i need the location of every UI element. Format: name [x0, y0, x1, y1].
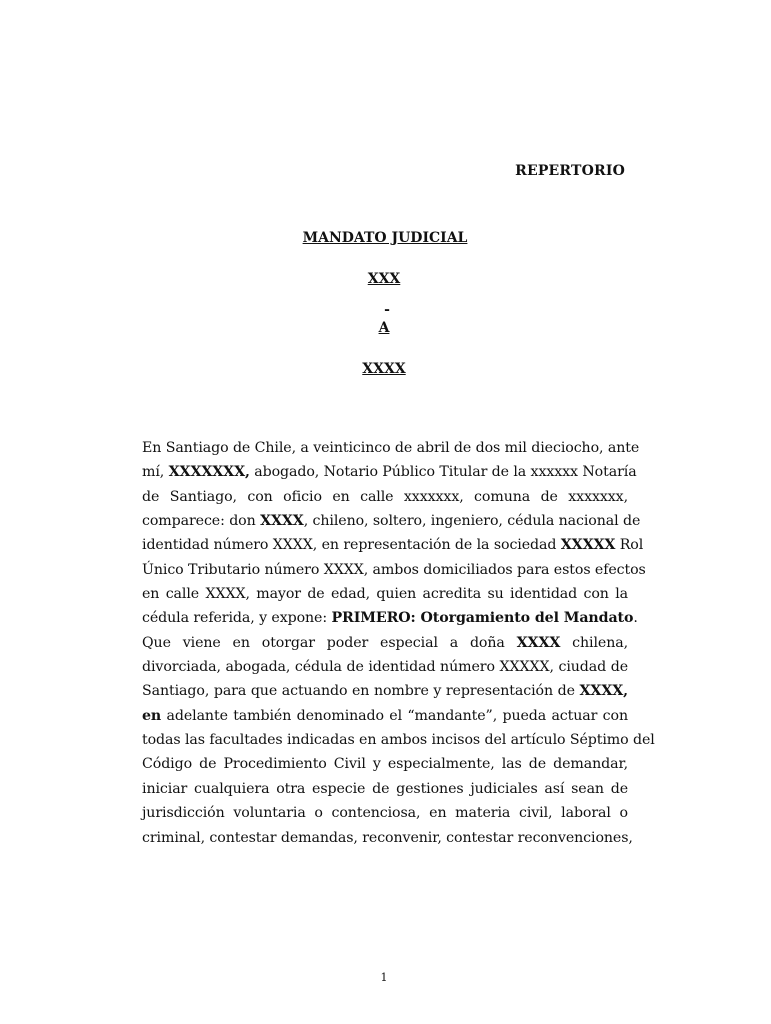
- text-run: jurisdicción voluntaria o contenciosa, en materia civil, laboral o: [142, 805, 628, 822]
- text-run: Rol: [615, 537, 644, 554]
- body-line: [142, 509, 641, 533]
- text-run: divorciada, abogada, cédula de identidad número XXXXX, ciudad de: [142, 659, 628, 676]
- party-connector: A: [378, 320, 390, 336]
- text-run: Santiago, para que actuando en nombre y representación de: [142, 683, 580, 700]
- body-line: [142, 752, 628, 776]
- body-line: [142, 436, 640, 460]
- party-2: XXXX: [362, 361, 406, 377]
- text-run: adelante también denominado el “mandante”, pueda actuar con: [161, 707, 628, 724]
- text-run: En Santiago de Chile, a veinticinco de abril de dos mil dieciocho, ante: [142, 440, 640, 456]
- text-run: todas las facultades indicadas en ambos incisos del artículo Séptimo del: [142, 732, 655, 749]
- body-line: [142, 460, 637, 484]
- text-run: identidad número XXXX, en representación de la sociedad: [142, 537, 561, 554]
- body-line: [142, 558, 646, 582]
- party-separator: -: [384, 302, 390, 318]
- body-line: [142, 704, 628, 728]
- body-paragraph: [142, 436, 655, 850]
- text-run: comparece: don: [142, 513, 261, 530]
- text-run: Código de Procedimiento Civil y especialmente, las de demandar,: [142, 756, 628, 773]
- body-line: [142, 777, 628, 801]
- page-number: 1: [380, 971, 388, 984]
- body-line: [142, 631, 628, 655]
- text-run: Que viene en otorgar poder especial a doña: [142, 634, 517, 651]
- body-line: [142, 801, 628, 825]
- bold-text: XXXX: [260, 513, 304, 530]
- text-run: iniciar cualquiera otra especie de gestiones judiciales así sean de: [142, 780, 628, 797]
- bold-text: XXXXXXX,: [168, 464, 250, 481]
- text-run: mí,: [142, 464, 169, 481]
- body-line: [142, 533, 644, 557]
- body-line: [142, 728, 655, 752]
- body-line: [142, 826, 633, 850]
- text-run: abogado, Notario Público Titular de la xxxxxx Notaría: [249, 464, 637, 481]
- body-line: [142, 679, 628, 703]
- body-line: [142, 582, 628, 606]
- bold-text: XXXX,: [579, 683, 628, 700]
- party-1: XXX: [367, 271, 401, 287]
- repertorio-label: REPERTORIO: [515, 163, 625, 179]
- text-run: Único Tributario número XXXX, ambos domiciliados para estos efectos: [142, 561, 646, 578]
- text-run: , chileno, soltero, ingeniero, cédula nacional de: [303, 513, 641, 530]
- bold-text: XXXX: [516, 634, 561, 651]
- bold-text: en: [142, 707, 162, 724]
- document-title: MANDATO JUDICIAL: [302, 230, 468, 246]
- text-run: de Santiago, con oficio en calle xxxxxxx, comuna de xxxxxxx,: [142, 488, 628, 505]
- text-run: cédula referida, y expone:: [142, 610, 332, 627]
- text-run: chilena,: [560, 634, 628, 651]
- body-line: [142, 655, 628, 679]
- body-line: [142, 485, 628, 509]
- bold-text: XXXXX: [560, 537, 616, 554]
- bold-text: PRIMERO: Otorgamiento del Mandato: [331, 610, 634, 627]
- text-run: criminal, contestar demandas, reconvenir, contestar reconvenciones,: [142, 829, 633, 846]
- text-run: en calle XXXX, mayor de edad, quien acredita su identidad con la: [142, 586, 628, 603]
- text-run: .: [633, 610, 638, 627]
- body-line: [142, 606, 638, 630]
